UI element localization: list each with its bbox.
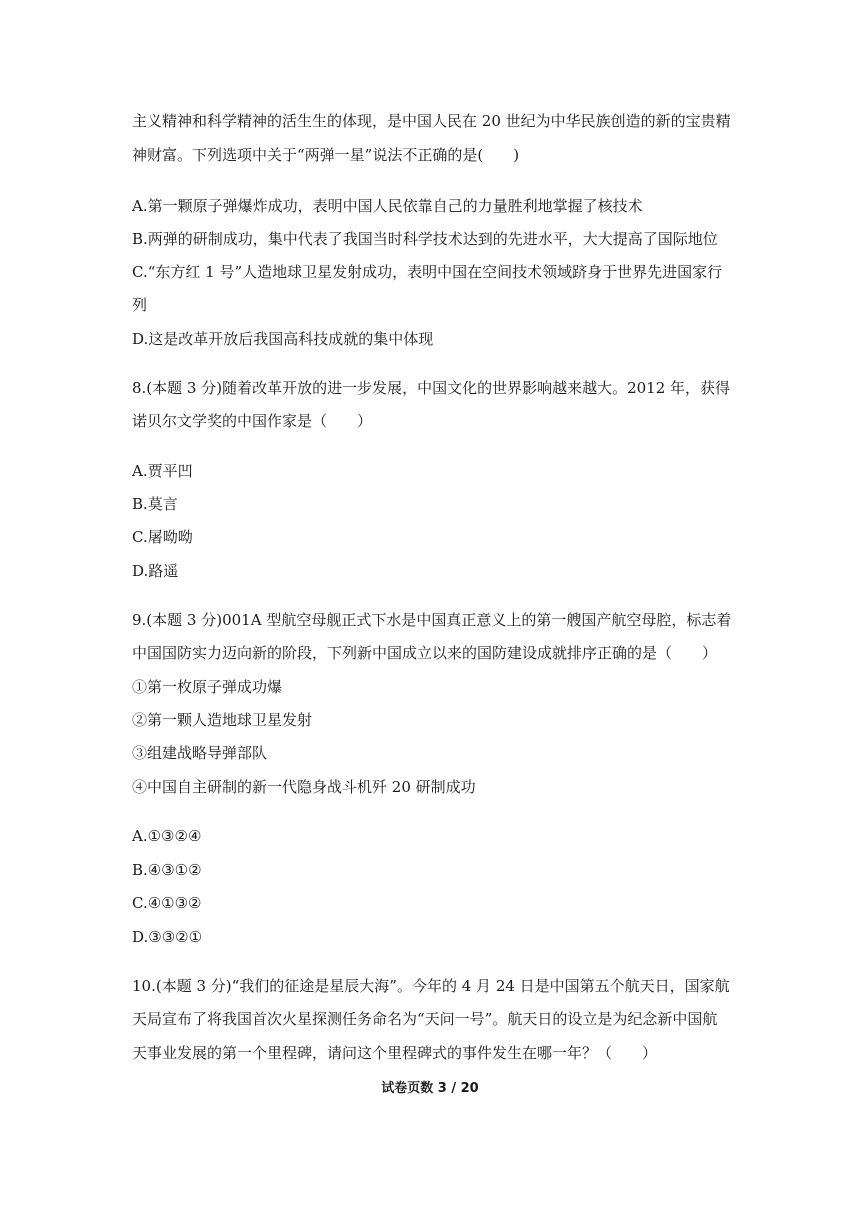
question-7-option-b: B.两弹的研制成功，集中代表了我国当时科学技术达到的先进水平，大大提高了国际地位: [132, 230, 718, 248]
question-10-stem-line3: 天事业发展的第一个里程碑，请问这个里程碑式的事件发生在哪一年？（ ）: [132, 1044, 658, 1062]
question-8-option-d: D.路遥: [132, 562, 179, 580]
question-9-item-4: ④中国自主研制的新一代隐身战斗机歼 20 研制成功: [132, 778, 476, 796]
question-7-option-c-line2: 列: [132, 296, 148, 314]
question-7-option-a: A.第一颗原子弹爆炸成功，表明中国人民依靠自己的力量胜利地掌握了核技术: [132, 197, 643, 215]
question-9-option-a: A.①③②④: [132, 827, 202, 845]
question-9-option-d: D.③③②①: [132, 928, 203, 946]
question-9-item-1: ①第一枚原子弹成功爆: [132, 678, 283, 696]
question-9-item-3: ③组建战略导弹部队: [132, 744, 268, 762]
question-8-option-b: B.莫言: [132, 495, 178, 513]
question-8-option-c: C.屠呦呦: [132, 528, 193, 546]
question-8-stem-line1: 8.(本题 3 分)随着改革开放的进一步发展，中国文化的世界影响越来越大。2012 年，获得: [132, 379, 731, 397]
question-10-stem-line1: 10.(本题 3 分)“我们的征途是星辰大海”。今年的 4 月 24 日是中国第五个航天日，国家航: [132, 977, 730, 995]
question-9-stem-line1: 9.(本题 3 分)001A 型航空母舰正式下水是中国真正意义上的第一艘国产航空母腔，标志着: [132, 611, 732, 629]
question-9-item-2: ②第一颗人造地球卫星发射: [132, 711, 313, 729]
question-7-stem-line1: 主义精神和科学精神的活生生的体现，是中国人民在 20 世纪为中华民族创造的新的宝贵精: [132, 112, 731, 130]
question-8-stem-line2: 诺贝尔文学奖的中国作家是（ ）: [132, 412, 373, 430]
page-number-footer: 试卷页数 3 / 20: [381, 1081, 479, 1096]
question-7-option-d: D.这是改革开放后我国高科技成就的集中体现: [132, 330, 434, 348]
question-9-stem-line2: 中国国防实力迈向新的阶段，下列新中国成立以来的国防建设成就排序正确的是（ ）: [132, 644, 718, 662]
question-9-option-c: C.④①③②: [132, 894, 202, 912]
question-8-option-a: A.贾平凹: [132, 462, 193, 480]
question-9-option-b: B.④③①②: [132, 861, 202, 879]
question-10-stem-line2: 天局宣布了将我国首次火星探测任务命名为“天问一号”。航天日的设立是为纪念新中国航: [132, 1010, 718, 1028]
question-7-option-c-line1: C.“东方红 1 号”人造地球卫星发射成功，表明中国在空间技术领域跻身于世界先进国家行: [132, 263, 723, 281]
question-7-stem-line2: 神财富。下列选项中关于“两弹一星”说法不正确的是( ): [132, 146, 520, 164]
